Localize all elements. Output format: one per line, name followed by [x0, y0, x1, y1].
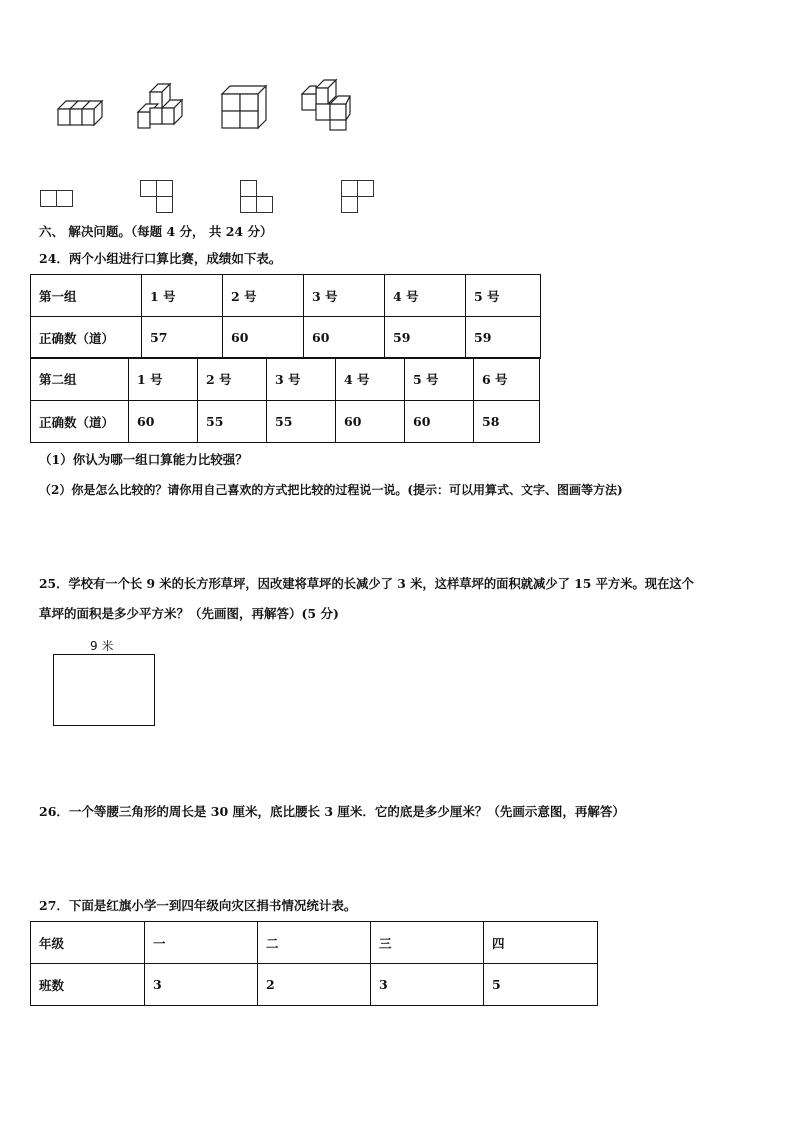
table-cell: 59 [385, 317, 466, 359]
question-24-sub-1: （1）你认为哪一组口算能力比较强？ [39, 452, 248, 467]
table-cell: 第二组 [31, 358, 129, 401]
view-figure-1 [40, 190, 80, 210]
table-cell: 2 号 [198, 358, 267, 401]
table-cell: 5 [484, 964, 598, 1006]
table-cell: 55 [267, 401, 336, 443]
book-donation-table [30, 921, 598, 1006]
table-cell: 1 号 [129, 358, 198, 401]
question-27-stem: 27．下面是红旗小学一到四年级向灾区捐书情况统计表。 [39, 898, 357, 913]
table-cell: 年级 [31, 922, 145, 964]
view-figure-4 [341, 180, 381, 220]
question-24-sub-2: （2）你是怎么比较的？请你用自己喜欢的方式把比较的过程说一说。(提示：可以用算式、文字、图画等方法) [39, 483, 623, 497]
question-25-line-2: 草坪的面积是多少平方米？（先画图，再解答）(5 分) [39, 606, 339, 621]
table-cell: 3 [371, 964, 484, 1006]
group1-score-table [30, 274, 541, 359]
table-cell: 5 号 [466, 275, 541, 317]
cube-figure-3 [220, 84, 270, 132]
table-cell: 1 号 [142, 275, 223, 317]
table-cell: 2 号 [223, 275, 304, 317]
table-cell: 正确数（道） [31, 401, 129, 443]
table-cell: 60 [223, 317, 304, 359]
cube-figure-4 [300, 78, 354, 132]
table-cell: 4 号 [385, 275, 466, 317]
table-cell: 3 号 [304, 275, 385, 317]
table-cell: 四 [484, 922, 598, 964]
table-cell: 60 [304, 317, 385, 359]
table-cell: 57 [142, 317, 223, 359]
table-cell: 59 [466, 317, 541, 359]
figure-length-label: 9 米 [90, 639, 114, 653]
table-cell: 60 [336, 401, 405, 443]
table-cell: 60 [129, 401, 198, 443]
table-cell: 55 [198, 401, 267, 443]
cube-figure-1 [56, 95, 106, 131]
table-cell: 三 [371, 922, 484, 964]
lawn-rectangle-figure [53, 654, 155, 726]
section-title: 六、 解决问题。（每题 4 分， 共 24 分） [39, 224, 273, 239]
table-cell: 一 [145, 922, 258, 964]
table-cell: 班数 [31, 964, 145, 1006]
table-cell: 正确数（道） [31, 317, 142, 359]
table-cell: 60 [405, 401, 474, 443]
table-cell: 第一组 [31, 275, 142, 317]
view-figure-3 [240, 180, 280, 220]
table-cell: 5 号 [405, 358, 474, 401]
view-figure-2 [140, 180, 180, 220]
group2-score-table [30, 357, 540, 443]
table-cell: 2 [258, 964, 371, 1006]
question-25-line-1: 25．学校有一个长 9 米的长方形草坪，因改建将草坪的长减少了 3 米，这样草坪的面积就减少了 15 平方米。现在这个 [39, 576, 694, 591]
table-cell: 3 号 [267, 358, 336, 401]
question-26-stem: 26．一个等腰三角形的周长是 30 厘米，底比腰长 3 厘米．它的底是多少厘米？（先画示意图，再解答） [39, 804, 625, 819]
table-cell: 二 [258, 922, 371, 964]
table-cell: 3 [145, 964, 258, 1006]
table-cell: 4 号 [336, 358, 405, 401]
cube-figure-2 [136, 82, 188, 132]
table-cell: 6 号 [474, 358, 540, 401]
table-cell: 58 [474, 401, 540, 443]
question-24-stem: 24．两个小组进行口算比赛，成绩如下表。 [39, 251, 282, 266]
